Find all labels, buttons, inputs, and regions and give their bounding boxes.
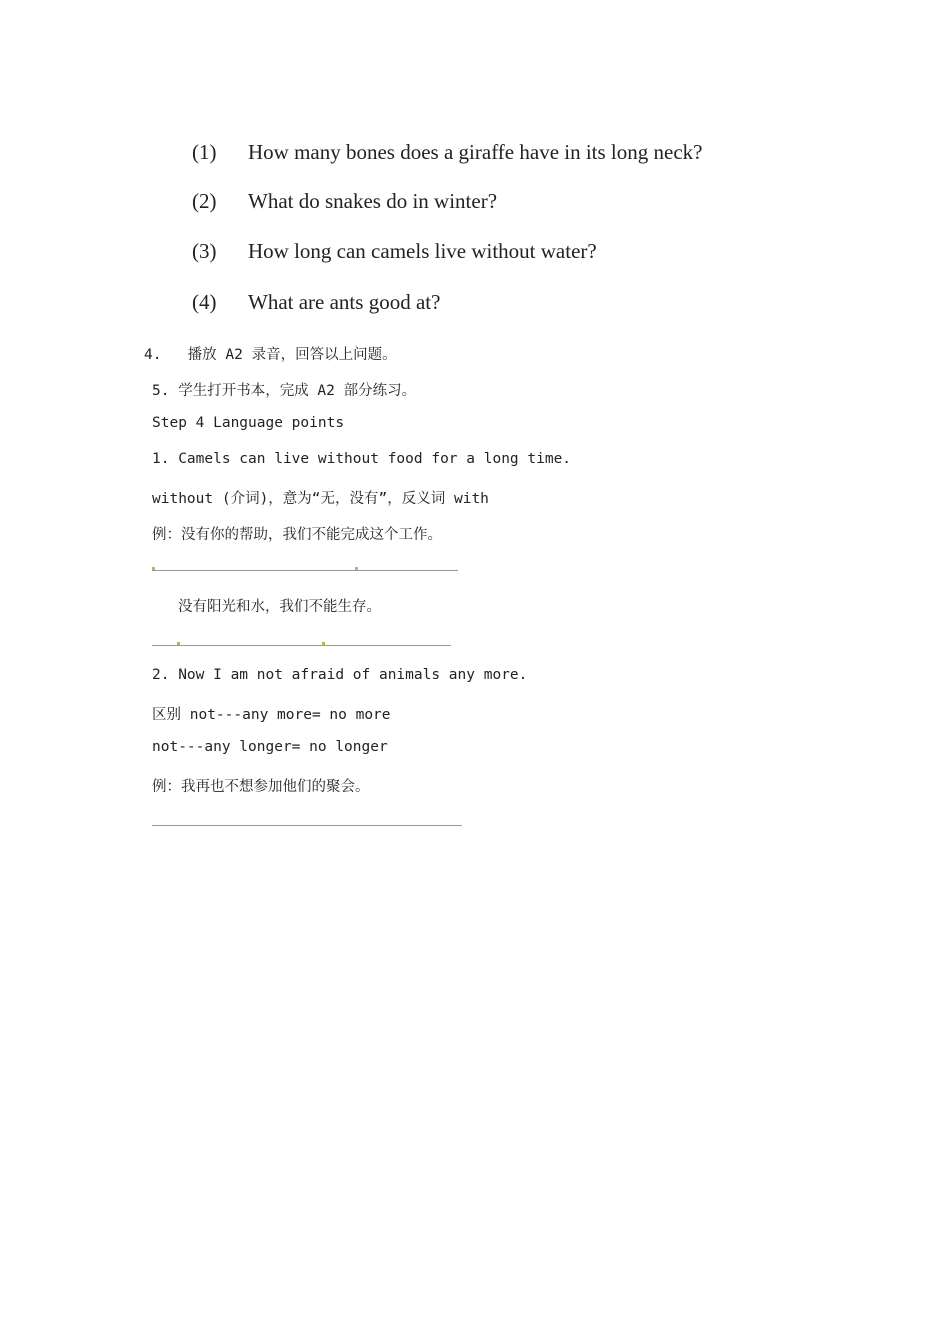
question-number: (2) xyxy=(192,189,217,213)
answer-blank xyxy=(152,645,451,646)
marker-dot xyxy=(152,567,155,570)
point-2-note: 区别 not---any more= no more xyxy=(152,707,391,723)
question-text: What are ants good at? xyxy=(248,290,441,314)
point-2-sentence: 2. Now I am not afraid of animals any more. xyxy=(152,667,528,683)
question-3 xyxy=(192,239,597,264)
point-1-sentence: 1. Camels can live without food for a long time. xyxy=(152,451,572,467)
answer-blank xyxy=(152,570,458,571)
section-heading: Step 4 Language points xyxy=(152,415,345,431)
point-1-example-2: 没有阳光和水，我们不能生存。 xyxy=(178,599,381,615)
point-1-note: without (介词)，意为“无，没有”，反义词 with xyxy=(152,491,489,507)
marker-dot xyxy=(322,642,325,645)
step-4-play-recording: 4. 播放 A2 录音，回答以上问题。 xyxy=(144,347,397,363)
marker-dot xyxy=(177,642,180,645)
question-4 xyxy=(192,290,440,315)
question-text: What do snakes do in winter? xyxy=(248,189,498,213)
answer-blank xyxy=(152,825,462,826)
question-1 xyxy=(192,140,702,165)
point-2-note-2: not---any longer= no longer xyxy=(152,739,388,755)
step-5-open-book: 5. 学生打开书本，完成 A2 部分练习。 xyxy=(152,383,417,399)
question-2 xyxy=(192,189,497,214)
question-number: (1) xyxy=(192,140,217,164)
question-text: How long can camels live without water? xyxy=(248,239,597,263)
marker-dot xyxy=(355,567,358,570)
point-1-example: 例：没有你的帮助，我们不能完成这个工作。 xyxy=(152,527,442,543)
point-2-example: 例：我再也不想参加他们的聚会。 xyxy=(152,779,370,795)
question-number: (4) xyxy=(192,290,217,314)
question-text: How many bones does a giraffe have in its long neck? xyxy=(248,140,703,164)
question-number: (3) xyxy=(192,239,217,263)
